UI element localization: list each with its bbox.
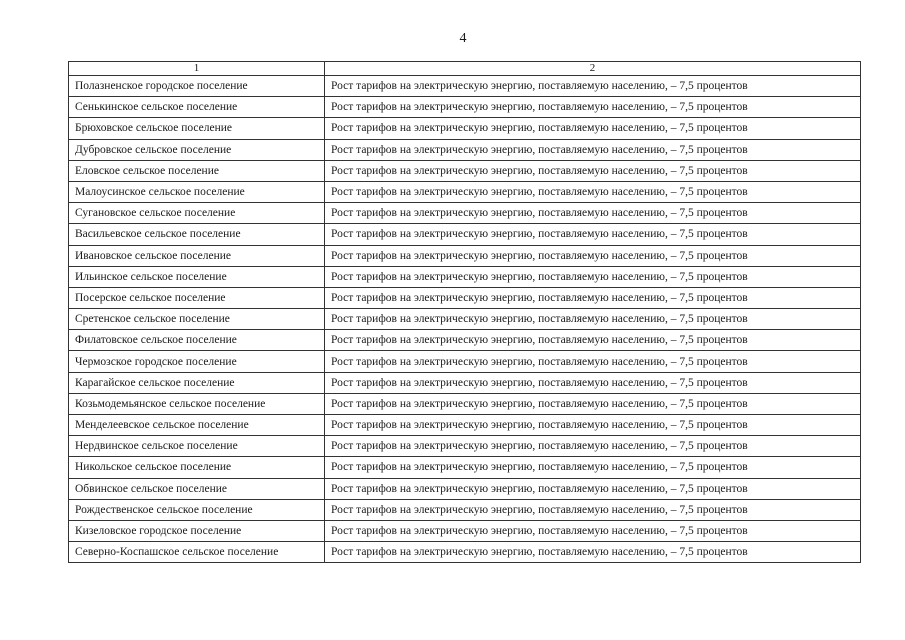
settlement-name-cell: Филатовское сельское поселение [69, 330, 325, 351]
tariff-growth-cell: Рост тарифов на электрическую энергию, поставляемую населению, – 7,5 процентов [325, 139, 861, 160]
tariff-growth-cell: Рост тарифов на электрическую энергию, поставляемую населению, – 7,5 процентов [325, 309, 861, 330]
tariff-growth-cell: Рост тарифов на электрическую энергию, поставляемую населению, – 7,5 процентов [325, 393, 861, 414]
settlement-name-cell: Карагайское сельское поселение [69, 372, 325, 393]
table-row [69, 457, 861, 478]
table-row [69, 393, 861, 414]
tariff-growth-cell: Рост тарифов на электрическую энергию, поставляемую населению, – 7,5 процентов [325, 224, 861, 245]
table-row [69, 520, 861, 541]
settlement-name-cell: Брюховское сельское поселение [69, 118, 325, 139]
tariff-growth-cell: Рост тарифов на электрическую энергию, поставляемую населению, – 7,5 процентов [325, 330, 861, 351]
tariff-growth-cell: Рост тарифов на электрическую энергию, поставляемую населению, – 7,5 процентов [325, 118, 861, 139]
table-row [69, 76, 861, 97]
settlement-name-cell: Чермозское городское поселение [69, 351, 325, 372]
settlement-name-cell: Рождественское сельское поселение [69, 499, 325, 520]
tariff-growth-cell: Рост тарифов на электрическую энергию, поставляемую населению, – 7,5 процентов [325, 457, 861, 478]
settlement-name-cell: Обвинское сельское поселение [69, 478, 325, 499]
table-row [69, 118, 861, 139]
tariff-growth-cell: Рост тарифов на электрическую энергию, поставляемую населению, – 7,5 процентов [325, 436, 861, 457]
settlement-name-cell: Посерское сельское поселение [69, 287, 325, 308]
tariff-growth-cell: Рост тарифов на электрическую энергию, поставляемую населению, – 7,5 процентов [325, 181, 861, 202]
column-header-1: 1 [69, 62, 325, 76]
tariff-table [68, 61, 861, 563]
table-row [69, 160, 861, 181]
settlement-name-cell: Менделеевское сельское поселение [69, 415, 325, 436]
table-row [69, 330, 861, 351]
table-row [69, 287, 861, 308]
tariff-growth-cell: Рост тарифов на электрическую энергию, поставляемую населению, – 7,5 процентов [325, 245, 861, 266]
tariff-growth-cell: Рост тарифов на электрическую энергию, поставляемую населению, – 7,5 процентов [325, 97, 861, 118]
table-row [69, 478, 861, 499]
table-row [69, 245, 861, 266]
table-row [69, 139, 861, 160]
tariff-growth-cell: Рост тарифов на электрическую энергию, поставляемую населению, – 7,5 процентов [325, 76, 861, 97]
settlement-name-cell: Дубровское сельское поселение [69, 139, 325, 160]
table-row [69, 224, 861, 245]
tariff-growth-cell: Рост тарифов на электрическую энергию, поставляемую населению, – 7,5 процентов [325, 372, 861, 393]
table-row [69, 97, 861, 118]
tariff-growth-cell: Рост тарифов на электрическую энергию, поставляемую населению, – 7,5 процентов [325, 160, 861, 181]
column-header-2: 2 [325, 62, 861, 76]
table-header-row [69, 62, 861, 76]
tariff-growth-cell: Рост тарифов на электрическую энергию, поставляемую населению, – 7,5 процентов [325, 415, 861, 436]
settlement-name-cell: Сугановское сельское поселение [69, 203, 325, 224]
table-row [69, 415, 861, 436]
tariff-growth-cell: Рост тарифов на электрическую энергию, поставляемую населению, – 7,5 процентов [325, 520, 861, 541]
settlement-name-cell: Васильевское сельское поселение [69, 224, 325, 245]
tariff-growth-cell: Рост тарифов на электрическую энергию, поставляемую населению, – 7,5 процентов [325, 478, 861, 499]
tariff-growth-cell: Рост тарифов на электрическую энергию, поставляемую населению, – 7,5 процентов [325, 266, 861, 287]
table-body [69, 76, 861, 563]
table-row [69, 436, 861, 457]
settlement-name-cell: Полазненское городское поселение [69, 76, 325, 97]
tariff-growth-cell: Рост тарифов на электрическую энергию, поставляемую населению, – 7,5 процентов [325, 203, 861, 224]
tariff-growth-cell: Рост тарифов на электрическую энергию, поставляемую населению, – 7,5 процентов [325, 542, 861, 563]
tariff-growth-cell: Рост тарифов на электрическую энергию, поставляемую населению, – 7,5 процентов [325, 351, 861, 372]
table-row [69, 309, 861, 330]
table-row [69, 351, 861, 372]
table-row [69, 499, 861, 520]
settlement-name-cell: Ивановское сельское поселение [69, 245, 325, 266]
table-row [69, 203, 861, 224]
settlement-name-cell: Никольское сельское поселение [69, 457, 325, 478]
settlement-name-cell: Кизеловское городское поселение [69, 520, 325, 541]
page-number: 4 [459, 31, 467, 46]
settlement-name-cell: Сретенское сельское поселение [69, 309, 325, 330]
table-row [69, 372, 861, 393]
settlement-name-cell: Сенькинское сельское поселение [69, 97, 325, 118]
settlement-name-cell: Еловское сельское поселение [69, 160, 325, 181]
settlement-name-cell: Северно-Коспашское сельское поселение [69, 542, 325, 563]
settlement-name-cell: Нердвинское сельское поселение [69, 436, 325, 457]
tariff-growth-cell: Рост тарифов на электрическую энергию, поставляемую населению, – 7,5 процентов [325, 287, 861, 308]
settlement-name-cell: Малоусинское сельское поселение [69, 181, 325, 202]
tariff-growth-cell: Рост тарифов на электрическую энергию, поставляемую населению, – 7,5 процентов [325, 499, 861, 520]
table-row [69, 181, 861, 202]
table-row [69, 266, 861, 287]
table-row [69, 542, 861, 563]
settlement-name-cell: Козьмодемьянское сельское поселение [69, 393, 325, 414]
settlement-name-cell: Ильинское сельское поселение [69, 266, 325, 287]
